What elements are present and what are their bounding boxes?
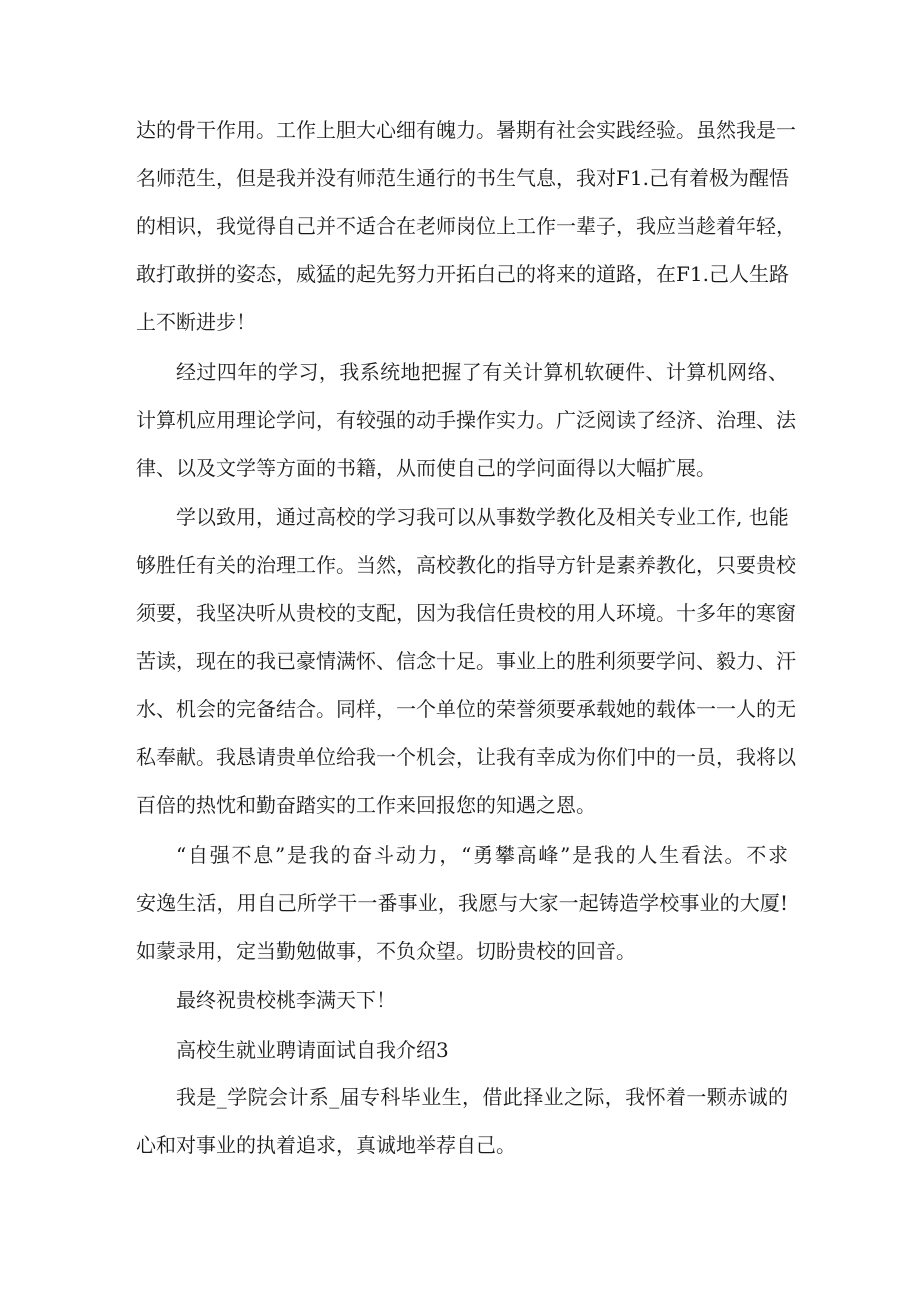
text-line: 计算机应用理论学问，有较强的动手操作实力。广泛阅读了经济、治理、法 (136, 408, 796, 432)
paragraph-4 (136, 843, 788, 987)
text-line: 苦读，现在的我已豪情满怀、信念十足。事业上的胜利须要学问、毅力、汗 (136, 649, 796, 673)
text-line: 如蒙录用，定当勤勉做事，不负众望。切盼贵校的回音。 (136, 939, 636, 963)
section-heading (136, 1038, 788, 1062)
paragraph-1 (136, 118, 796, 358)
text-line: 的相识，我觉得自己并不适合在老师岗位上工作一辈子，我应当趁着年轻， (136, 214, 796, 238)
text-line: 私奉献。我恳请贵单位给我一个机会，让我有幸成为你们中的一员，我将以 (136, 745, 796, 769)
paragraph-5 (136, 988, 788, 1012)
text-line: 安逸生活，用自己所学干一番事业，我愿与大家一起铸造学校事业的大厦! (136, 891, 788, 915)
text-line: 最终祝贵校桃李满天下！ (176, 988, 396, 1012)
text-line: 高校生就业聘请面试自我介绍3 (176, 1038, 449, 1062)
paragraph-7 (136, 1085, 788, 1181)
text-line: 名师范生，但是我并没有师范生通行的书生气息，我对F1.己有着极为醒悟 (136, 166, 789, 190)
text-line: 心和对事业的执着追求，真诚地举荐自己。 (136, 1133, 516, 1157)
text-line: 律、以及文学等方面的书籍，从而使自己的学问面得以大幅扩展。 (136, 456, 716, 480)
text-line: 经过四年的学习，我系统地把握了有关计算机软硬件、计算机网络、 (176, 360, 788, 384)
text-line: 达的骨干作用。工作上胆大心细有魄力。暑期有社会实践经验。虽然我是一 (136, 118, 796, 142)
paragraph-3 (136, 505, 796, 841)
text-line: 够胜任有关的治理工作。当然，高校教化的指导方针是素养教化，只要贵校 (136, 553, 796, 577)
text-line: 学以致用，通过高校的学习我可以从事数学教化及相关专业工作, 也能 (176, 505, 789, 529)
text-line: 水、机会的完备结合。同样，一个单位的荣誉须要承载她的载体一一人的无 (136, 697, 796, 721)
paragraph-2 (136, 360, 796, 504)
text-line: 我是_学院会计系_届专科毕业生，借此择业之际，我怀着一颗赤诚的 (176, 1085, 788, 1109)
text-line: 上不断进步！ (136, 310, 256, 334)
text-line: 百倍的热忱和勤奋踏实的工作来回报您的知遇之恩。 (136, 793, 596, 817)
text-line: 须要，我坚决听从贵校的支配，因为我信任贵校的用人环境。十多年的寒窗 (136, 601, 796, 625)
text-line: “自强不息”是我的奋斗动力，“勇攀高峰”是我的人生看法。不求 (176, 843, 788, 867)
text-line: 敢打敢拼的姿态，威猛的起先努力开拓白己的将来的道路，在F1.己人生路 (136, 262, 789, 286)
